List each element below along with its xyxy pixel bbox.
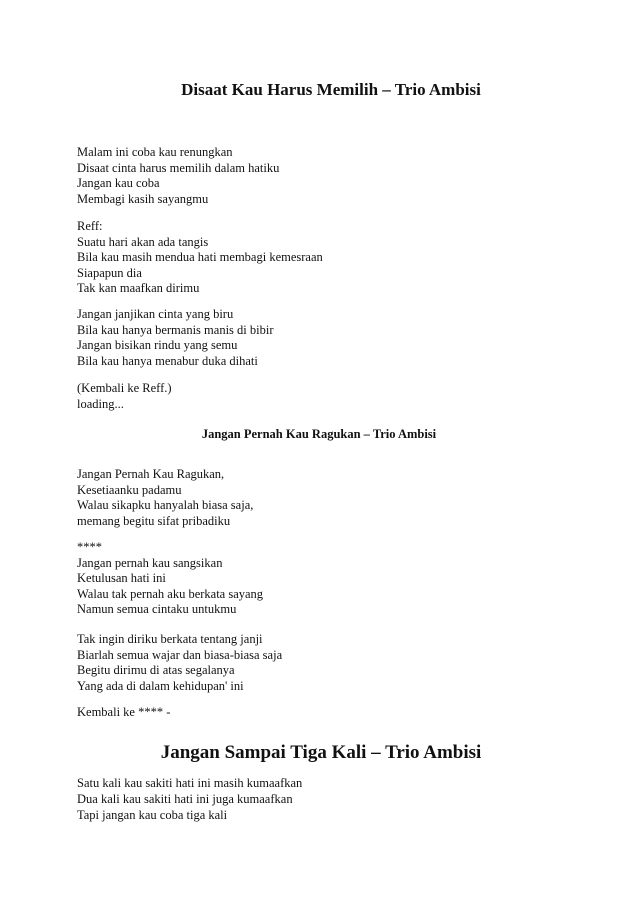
song-title: Jangan Sampai Tiga Kali – Trio Ambisi xyxy=(160,742,482,763)
lyric-line: Walau sikapku hanyalah biasa saja, xyxy=(77,498,254,512)
lyric-line: Satu kali kau sakiti hati ini masih kumaafkan xyxy=(77,776,303,790)
loading-text: loading... xyxy=(77,396,124,411)
chorus-marker: **** xyxy=(77,540,102,554)
lyric-line: Tak ingin diriku berkata tentang janji xyxy=(77,632,263,646)
verse xyxy=(77,307,273,369)
verse xyxy=(77,540,263,618)
lyric-line: Kesetiaanku padamu xyxy=(77,482,182,497)
lyric-line: Disaat cinta harus memilih dalam hatiku xyxy=(77,160,280,175)
lyric-line: memang begitu sifat pribadiku xyxy=(77,513,231,528)
lyric-line: Jangan Pernah Kau Ragukan, xyxy=(77,467,225,481)
lyric-line: Malam ini coba kau renungkan xyxy=(77,145,233,159)
verse-ending xyxy=(77,705,170,721)
lyric-line: Bila kau hanya menabur duka dihati xyxy=(77,353,258,368)
song-title: Jangan Pernah Kau Ragukan – Trio Ambisi xyxy=(201,427,437,441)
verse xyxy=(77,145,279,207)
song-title: Disaat Kau Harus Memilih – Trio Ambisi xyxy=(181,80,481,99)
lyric-line: Siapapun dia xyxy=(77,265,142,280)
lyric-line: Biarlah semua wajar dan biasa-biasa saja xyxy=(77,647,283,662)
lyric-line: Jangan kau coba xyxy=(77,176,160,190)
lyric-line: Walau tak pernah aku berkata sayang xyxy=(77,586,264,601)
verse xyxy=(77,632,282,694)
lyric-line: Namun semua cintaku untukmu xyxy=(77,602,237,616)
lyric-line: Begitu dirimu di atas segalanya xyxy=(77,663,235,677)
chorus xyxy=(77,219,323,297)
lyric-line: Jangan janjikan cinta yang biru xyxy=(77,307,234,321)
lyric-line: (Kembali ke Reff.) xyxy=(77,381,172,395)
verse-ending xyxy=(77,381,172,412)
lyric-line: Dua kali kau sakiti hati ini juga kumaafkan xyxy=(77,792,293,806)
lyric-line: Tapi jangan kau coba tiga kali xyxy=(77,808,228,822)
lyric-line: Membagi kasih sayangmu xyxy=(77,191,209,206)
lyric-line: Suatu hari akan ada tangis xyxy=(77,234,209,249)
lyric-line: Tak kan maafkan dirimu xyxy=(77,281,200,295)
lyric-line: Bila kau hanya bermanis manis di bibir xyxy=(77,322,274,337)
verse xyxy=(77,775,302,823)
lyric-line: Bila kau masih mendua hati membagi kemesraan xyxy=(77,250,323,264)
lyric-line: Kembali ke **** - xyxy=(77,705,171,719)
chorus-label: Reff: xyxy=(77,219,103,233)
lyric-line: Jangan bisikan rindu yang semu xyxy=(77,338,238,352)
lyric-line: Yang ada di dalam kehidupan' ini xyxy=(77,678,244,693)
lyric-line: Jangan pernah kau sangsikan xyxy=(77,555,223,570)
verse xyxy=(77,467,253,529)
lyric-line: Ketulusan hati ini xyxy=(77,571,166,585)
